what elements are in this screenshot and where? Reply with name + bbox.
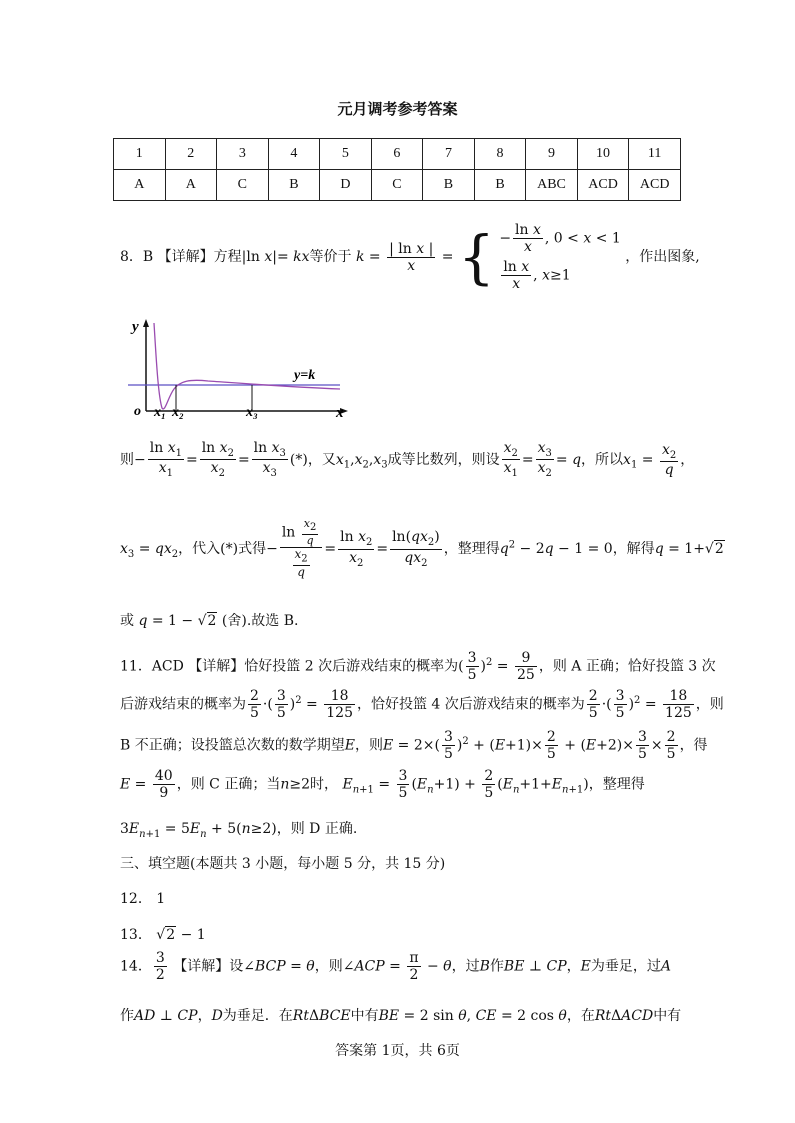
answer-cell: D xyxy=(320,170,372,201)
y-axis-arrow-icon xyxy=(143,319,149,327)
q11-line1: 11．ACD 【详解】恰好投篮 2 次后游戏结束的概率为( $\frac{3}{5}$ )$^2$ = $\frac{9}{25}$ ，则 A 正确；恰好投篮 3 次 xyxy=(120,650,716,684)
x1-label: x₁ xyxy=(154,405,166,420)
question-number-cell: 6 xyxy=(371,139,423,170)
q11-line4: E = $\frac{40}{9}$ ，则 C 正确；当n≥2时， $E_{n+1}$ = $\frac{3}{5}$ $(E_n+1)$ + $\frac{2}{5}$ $(E_n+1+E_{n+1})$，整理得 xyxy=(120,768,645,802)
answer-table-number-row xyxy=(114,139,681,170)
question-number-cell: 8 xyxy=(474,139,526,170)
answer-cell: B xyxy=(268,170,320,201)
answer-cell: A xyxy=(165,170,217,201)
q8-line2: 则− $\frac{\ln x_1}{x_1}$ = $\frac{\ln x_2}{x_2}$ = $\frac{\ln x_3}{x_3}$ (*)，又$x_1,x_2,x_3$成等比数列，则设 $\frac{x_2}{x_1}$ = $\frac{x_3}{x_2}$ = q，所以$x_1$ = $\frac{x_2}{q}$ ， xyxy=(120,440,695,480)
q11-line5: $3E_{n+1} = 5E_n + 5(n\ge 2)$，则 D 正确. xyxy=(120,821,358,840)
question-number-cell: 9 xyxy=(526,139,578,170)
line-label: y=k xyxy=(294,368,316,383)
x2-label: x₂ xyxy=(172,405,184,420)
section-fill-in: 三、填空题(本题共 3 小题，每小题 5 分，共 15 分) xyxy=(120,856,446,872)
answer-table-answer-row xyxy=(114,170,681,201)
function-graph xyxy=(118,315,358,425)
page-title: 元月调考参考答案 xyxy=(337,100,458,118)
question-number-cell: 11 xyxy=(629,139,681,170)
x3-label: x₃ xyxy=(246,405,258,420)
answer-cell: A xyxy=(114,170,166,201)
question-number-cell: 7 xyxy=(423,139,475,170)
answer-cell: C xyxy=(371,170,423,201)
question-number-cell: 5 xyxy=(320,139,372,170)
q8-line1: 8．B 【详解】方程|ln x|= kx等价于 k = $\frac{\text{| ln x |}}{x}$ = { − $\frac{\text{ln x}}{x}$ , 0 < x < 1 $\frac{\text{ln x}}{x}$ , x≥1 ，作出图象, xyxy=(120,222,700,293)
y-label: y xyxy=(132,319,139,335)
answer-cell: B xyxy=(474,170,526,201)
answer-cell: C xyxy=(217,170,269,201)
question-number-cell: 4 xyxy=(268,139,320,170)
q8-line3: $x_3 = qx_2$，代入(*)式得− ln $\frac{x_2}{q}$ $\frac{x_2}{q}$ = $\frac{\ln x_2}{x_2}$ = $\frac{\ln(qx_2)}{qx_2}$ ，整理得$q^2 - 2q - 1 = 0$，解得q = 1+√2 xyxy=(120,517,724,580)
q14-line1: 14． $\frac{3}{2}$ 【详解】设∠BCP = θ，则∠ACP = $\frac{\pi}{2}$ − θ，过B作BE ⊥ CP，E为垂足，过A xyxy=(120,950,671,984)
q12-answer: 12． 1 xyxy=(120,891,166,907)
answer-cell: ABC xyxy=(526,170,578,201)
answer-table xyxy=(113,138,681,201)
answer-cell: ACD xyxy=(577,170,629,201)
question-number-cell: 3 xyxy=(217,139,269,170)
answer-cell: B xyxy=(423,170,475,201)
q11-line3: B 不正确；设投篮总次数的数学期望E，则E = 2×( $\frac{3}{5}$ )$^2$ + (E+1)× $\frac{2}{5}$ + (E+2)× $\frac{3}{5}$ × $\frac{2}{5}$ ，得 xyxy=(120,729,708,763)
origin-label: o xyxy=(134,404,141,419)
curve-abs-ln-x-over-x xyxy=(154,323,340,409)
q8-label: 8．B 【详解】方程 xyxy=(120,249,242,266)
answer-cell: ACD xyxy=(629,170,681,201)
q13-answer: 13． √2 − 1 xyxy=(120,927,206,943)
q14-line2: 作AD ⊥ CP，D为垂足．在RtΔBCE中有BE = 2 sin θ, CE = 2 cos θ，在RtΔACD中有 xyxy=(120,1008,682,1024)
q8-line4: 或 q = 1 − √2 (舍).故选 B. xyxy=(120,613,299,629)
question-number-cell: 1 xyxy=(114,139,166,170)
question-number-cell: 2 xyxy=(165,139,217,170)
page-footer: 答案第 1页，共 6页 xyxy=(335,1043,460,1059)
question-number-cell: 10 xyxy=(577,139,629,170)
q11-line2: 后游戏结束的概率为 $\frac{2}{5}$ ·( $\frac{3}{5}$ )$^2$ = $\frac{18}{125}$ ，恰好投篮 4 次后游戏结束的概率为 $\frac{2}{5}$ ·( $\frac{3}{5}$ )$^2$ = $\frac{18}{125}$ ，则 xyxy=(120,688,724,722)
x-label: x xyxy=(336,405,344,421)
